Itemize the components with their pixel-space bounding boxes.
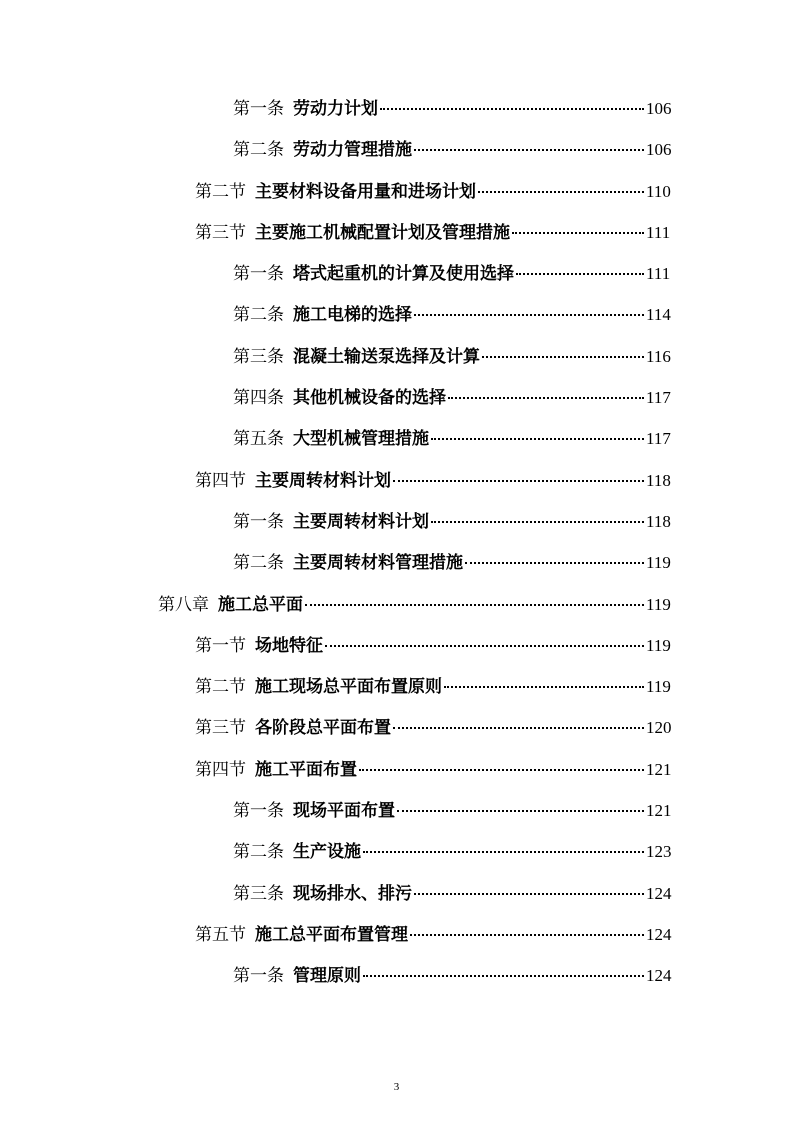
toc-entry-number: 第二节 [195, 181, 246, 202]
toc-entry[interactable] [0, 506, 793, 547]
toc-entry[interactable] [0, 423, 793, 464]
toc-entry-page: 124 [646, 924, 672, 944]
toc-entry-title: 管理原则 [293, 966, 361, 987]
toc-entry-title: 其他机械设备的选择 [293, 388, 446, 409]
dot-leader [431, 438, 644, 440]
toc-entry-page: 119 [646, 677, 671, 697]
toc-entry-number: 第一条 [233, 966, 284, 987]
toc-entry-number: 第一条 [233, 264, 284, 285]
toc-entry-title: 施工电梯的选择 [293, 305, 412, 326]
toc-entry[interactable] [0, 754, 793, 795]
toc-entry-number: 第三节 [195, 718, 246, 739]
toc-entry[interactable] [0, 878, 793, 919]
toc-entry-page: 124 [646, 883, 672, 903]
toc-entry-title: 塔式起重机的计算及使用选择 [293, 264, 514, 285]
dot-leader [414, 149, 644, 151]
dot-leader [359, 769, 644, 771]
toc-entry-page: 117 [646, 429, 671, 449]
dot-leader [380, 108, 644, 110]
toc-entry-number: 第一条 [233, 801, 284, 822]
toc-entry-number: 第一节 [195, 635, 246, 656]
dot-leader [482, 356, 644, 358]
toc-entry[interactable] [0, 382, 793, 423]
toc-entry-title: 主要材料设备用量和进场计划 [255, 181, 476, 202]
dot-leader [410, 934, 644, 936]
toc-entry[interactable] [0, 589, 793, 630]
toc-entry-page: 117 [646, 388, 671, 408]
toc-entry-number: 第二节 [195, 677, 246, 698]
toc-entry-title: 劳动力计划 [293, 99, 378, 119]
toc-entry-title: 主要周转材料管理措施 [293, 553, 463, 574]
toc-entry-number: 第四节 [195, 759, 246, 780]
page-number: 3 [393, 1081, 400, 1093]
toc-entry-page: 118 [646, 511, 671, 531]
toc-entry-page: 110 [646, 181, 671, 201]
toc-entry[interactable] [0, 795, 793, 836]
toc-entry-title: 施工总平面布置管理 [255, 924, 408, 945]
dot-leader [363, 975, 644, 977]
toc-entry[interactable] [0, 960, 793, 1001]
toc-entry[interactable] [0, 258, 793, 299]
toc-entry-title: 大型机械管理措施 [293, 429, 429, 450]
toc-entry-page: 120 [646, 718, 672, 738]
dot-leader [393, 480, 644, 482]
dot-leader [363, 851, 644, 853]
toc-entry[interactable] [0, 671, 793, 712]
toc-entry-number: 第三条 [233, 346, 284, 367]
toc-entry-title: 施工总平面 [218, 594, 303, 615]
toc-entry-number: 第四条 [233, 388, 284, 409]
toc-entry[interactable] [0, 630, 793, 671]
toc-entry-number: 第三节 [195, 222, 246, 243]
toc-entry-number: 第四节 [195, 470, 246, 491]
toc-entry[interactable] [0, 299, 793, 340]
dot-leader [512, 232, 644, 234]
dot-leader [414, 893, 644, 895]
toc-entry-title: 各阶段总平面布置 [255, 718, 391, 739]
dot-leader [414, 314, 644, 316]
dot-leader [431, 521, 644, 523]
toc-entry-title: 主要周转材料计划 [293, 511, 429, 532]
dot-leader [393, 727, 644, 729]
toc-entry[interactable] [0, 547, 793, 588]
toc-entry-page: 114 [646, 305, 671, 325]
toc-entry[interactable] [0, 712, 793, 753]
dot-leader [325, 645, 644, 647]
toc-entry-title: 现场排水、排污 [293, 883, 412, 904]
toc-entry[interactable] [0, 919, 793, 960]
toc-entry-page: 121 [646, 759, 672, 779]
toc-entry-title: 施工现场总平面布置原则 [255, 677, 442, 698]
toc-entry-page: 111 [646, 222, 671, 242]
toc-entry-number: 第二条 [233, 553, 284, 574]
toc-entry-number: 第一条 [233, 99, 284, 119]
toc-entry-number: 第三条 [233, 883, 284, 904]
toc-entry[interactable] [0, 341, 793, 382]
toc-entry-number: 第一条 [233, 511, 284, 532]
toc-entry-title: 场地特征 [255, 635, 323, 656]
dot-leader [444, 686, 644, 688]
toc-entry-number: 第五条 [233, 429, 284, 450]
toc-entry-page: 111 [646, 264, 671, 284]
toc-entry-title: 现场平面布置 [293, 801, 395, 822]
toc-entry-page: 119 [646, 635, 671, 655]
toc-entry-number: 第五节 [195, 924, 246, 945]
toc-entry-page: 121 [646, 801, 672, 821]
toc-entry-title: 劳动力管理措施 [293, 140, 412, 161]
toc-entry[interactable] [0, 176, 793, 217]
toc-entry-page: 106 [646, 99, 672, 118]
table-of-contents [0, 93, 793, 1002]
toc-entry-title: 主要施工机械配置计划及管理措施 [255, 222, 510, 243]
dot-leader [465, 562, 644, 564]
toc-entry-title: 主要周转材料计划 [255, 470, 391, 491]
toc-entry-number: 第二条 [233, 140, 284, 161]
toc-entry[interactable] [0, 836, 793, 877]
toc-entry[interactable] [0, 93, 793, 134]
toc-entry-title: 混凝土输送泵选择及计算 [293, 346, 480, 367]
dot-leader [305, 604, 644, 606]
dot-leader [478, 191, 644, 193]
toc-entry-page: 106 [646, 140, 672, 160]
toc-entry-title: 施工平面布置 [255, 759, 357, 780]
toc-entry-number: 第二条 [233, 842, 284, 863]
toc-entry-page: 124 [646, 966, 672, 986]
toc-entry-number: 第二条 [233, 305, 284, 326]
toc-entry[interactable] [0, 465, 793, 506]
dot-leader [448, 397, 644, 399]
toc-entry-page: 118 [646, 470, 671, 490]
toc-entry[interactable] [0, 217, 793, 258]
toc-entry-page: 119 [646, 594, 671, 614]
dot-leader [397, 810, 644, 812]
toc-entry-page: 119 [646, 553, 671, 573]
toc-entry[interactable] [0, 134, 793, 175]
toc-entry-page: 116 [646, 346, 671, 366]
dot-leader [516, 273, 644, 275]
toc-entry-number: 第八章 [158, 594, 209, 615]
toc-entry-title: 生产设施 [293, 842, 361, 863]
toc-entry-page: 123 [646, 842, 672, 862]
